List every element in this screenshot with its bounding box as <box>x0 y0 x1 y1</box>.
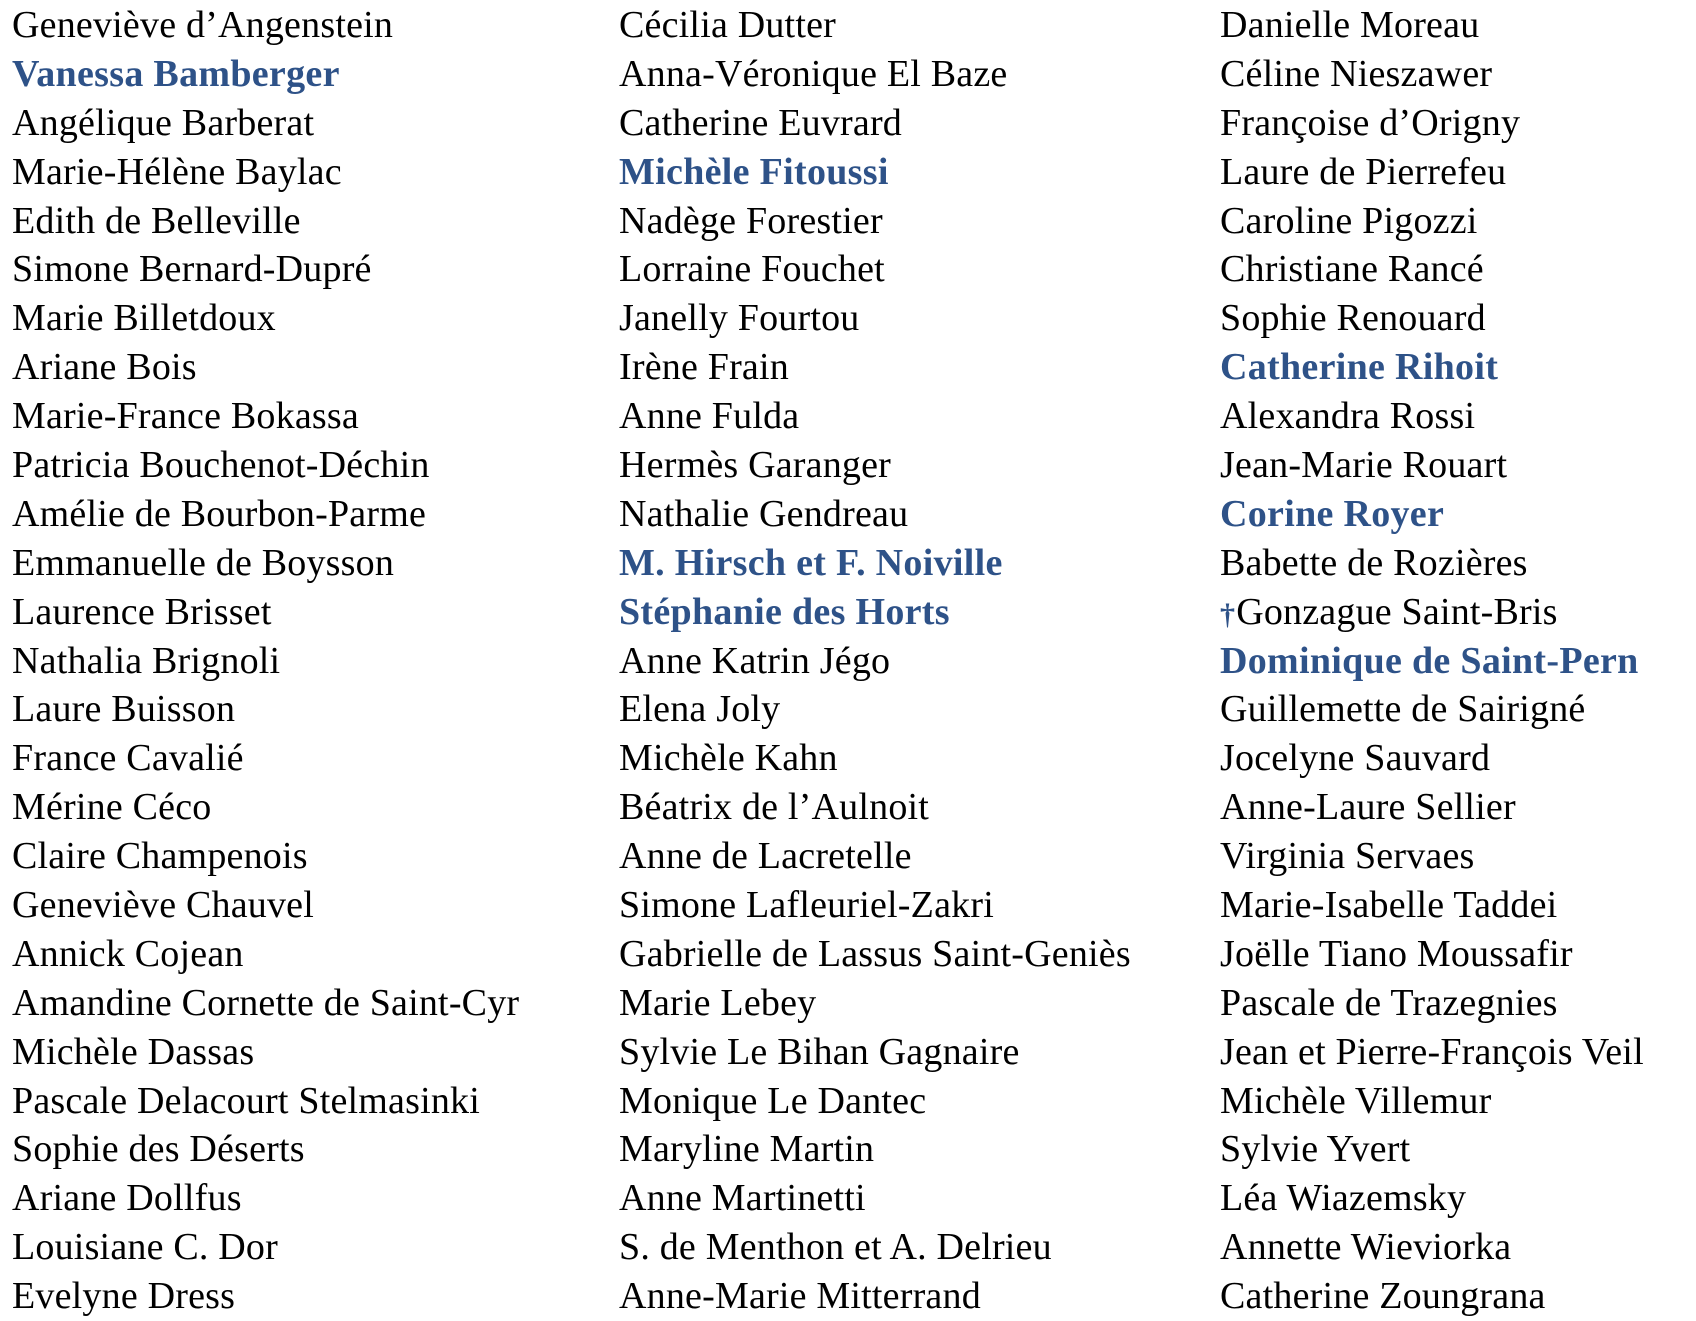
highlighted-author-name <box>619 539 1199 588</box>
author-name-text: S. de Menthon et A. Delrieu <box>619 1226 1052 1269</box>
author-name <box>1220 245 1694 294</box>
author-name <box>12 1028 612 1077</box>
author-column-3 <box>1220 1 1694 1321</box>
author-name-text: Jean et Pierre-François Veil <box>1220 1030 1644 1073</box>
author-name <box>1220 441 1694 490</box>
author-name <box>619 930 1199 979</box>
author-name <box>1220 783 1694 832</box>
highlighted-author-name <box>1220 637 1694 686</box>
author-name-text: Lorraine Fouchet <box>619 248 885 291</box>
author-name-text: Vanessa Bamberger <box>12 52 340 95</box>
author-name-text: Anne de Lacretelle <box>619 835 912 878</box>
author-name-text: Angélique Barberat <box>12 101 315 144</box>
author-name-text: Sylvie Le Bihan Gagnaire <box>619 1030 1020 1073</box>
author-name-text: Edith de Belleville <box>12 199 301 242</box>
author-name <box>1220 1028 1694 1077</box>
author-name <box>1220 539 1694 588</box>
author-name-text: Caroline Pigozzi <box>1220 199 1478 242</box>
author-name-text: Sylvie Yvert <box>1220 1128 1411 1171</box>
author-name-text: Anne Martinetti <box>619 1177 866 1220</box>
author-name <box>1220 881 1694 930</box>
author-name <box>619 783 1199 832</box>
author-name-text: Laurence Brisset <box>12 590 272 633</box>
author-name <box>12 245 612 294</box>
author-name <box>619 881 1199 930</box>
author-name <box>1220 1174 1694 1223</box>
author-name <box>619 1174 1199 1223</box>
author-name <box>619 99 1199 148</box>
author-name <box>619 637 1199 686</box>
author-name <box>1220 930 1694 979</box>
author-name <box>1220 734 1694 783</box>
author-name-text: Geneviève d’Angenstein <box>12 4 394 46</box>
author-name <box>619 441 1199 490</box>
author-name-text: Cécilia Dutter <box>619 4 836 46</box>
author-name <box>1220 99 1694 148</box>
author-name-text: France Cavalié <box>12 737 244 780</box>
author-name-text: Michèle Dassas <box>12 1030 255 1073</box>
author-name-text: Marie Lebey <box>619 981 817 1024</box>
author-name <box>1220 294 1694 343</box>
author-name-text: Jean-Marie Rouart <box>1220 444 1508 487</box>
author-name <box>1220 197 1694 246</box>
author-name-text: Hermès Garanger <box>619 444 892 487</box>
author-name-text: Annette Wieviorka <box>1220 1226 1512 1269</box>
author-name-text: Anne-Laure Sellier <box>1220 786 1516 829</box>
author-name-text: Béatrix de l’Aulnoit <box>619 786 930 829</box>
highlighted-author-name <box>1220 343 1694 392</box>
author-name-text: Léa Wiazemsky <box>1220 1177 1467 1220</box>
author-name <box>12 832 612 881</box>
author-name <box>619 197 1199 246</box>
author-column-2 <box>619 1 1199 1321</box>
author-name-text: Ariane Dollfus <box>12 1177 242 1220</box>
author-name <box>12 441 612 490</box>
author-name-text: Laure de Pierrefeu <box>1220 150 1507 193</box>
author-name-text: Pascale Delacourt Stelmasinki <box>12 1079 480 1122</box>
highlighted-author-name <box>619 148 1199 197</box>
author-name <box>12 392 612 441</box>
author-name-text: Marie-Hélène Baylac <box>12 150 342 193</box>
author-name <box>12 588 612 637</box>
author-name-text: Maryline Martin <box>619 1128 875 1171</box>
author-name <box>12 734 612 783</box>
author-name-text: Catherine Rihoit <box>1220 346 1499 389</box>
author-name-text: Catherine Euvrard <box>619 101 903 144</box>
author-name <box>1220 588 1694 637</box>
author-name-text: Anne Katrin Jégo <box>619 639 891 682</box>
author-name <box>619 1223 1199 1272</box>
author-name-text: Christiane Rancé <box>1220 248 1484 291</box>
author-name-text: Amandine Cornette de Saint-Cyr <box>12 981 520 1024</box>
author-name-text: Anna-Véronique El Baze <box>619 52 1008 95</box>
author-name-text: Joëlle Tiano Moussafir <box>1220 932 1573 975</box>
author-name <box>619 1028 1199 1077</box>
author-name <box>12 1077 612 1126</box>
author-name <box>1220 1272 1694 1321</box>
author-name-text: Claire Champenois <box>12 835 308 878</box>
author-name-text: Michèle Villemur <box>1220 1079 1492 1122</box>
author-name <box>1220 1223 1694 1272</box>
author-name-text: Guillemette de Sairigné <box>1220 688 1586 731</box>
dagger-icon: † <box>1220 597 1236 631</box>
author-name-text: M. Hirsch et F. Noiville <box>619 541 1003 584</box>
author-name <box>12 490 612 539</box>
author-name <box>12 343 612 392</box>
author-name <box>619 979 1199 1028</box>
author-name <box>1220 392 1694 441</box>
author-name <box>12 685 612 734</box>
author-name <box>1220 1 1694 50</box>
author-name-text: Virginia Servaes <box>1220 835 1475 878</box>
author-name-text: Anne-Marie Mitterrand <box>619 1275 981 1318</box>
author-name <box>619 1 1199 50</box>
author-name <box>12 294 612 343</box>
author-name-text: Annick Cojean <box>12 932 244 975</box>
author-name-text: Amélie de Bourbon-Parme <box>12 492 427 535</box>
author-name-text: Monique Le Dantec <box>619 1079 927 1122</box>
author-name-text: Evelyne Dress <box>12 1275 236 1318</box>
author-name-text: Dominique de Saint-Pern <box>1220 639 1639 682</box>
author-name <box>12 637 612 686</box>
author-name-text: Catherine Zoungrana <box>1220 1275 1546 1318</box>
author-name-text: Mérine Céco <box>12 786 212 829</box>
author-name <box>12 783 612 832</box>
author-name-text: Laure Buisson <box>12 688 236 731</box>
author-name <box>12 1272 612 1321</box>
author-name-text: Simone Bernard-Dupré <box>12 248 372 291</box>
author-name <box>619 50 1199 99</box>
author-name <box>12 1 612 50</box>
author-name-text: Gonzague Saint-Bris <box>1236 590 1558 633</box>
author-name <box>12 1223 612 1272</box>
author-name <box>12 881 612 930</box>
author-name-text: Nathalia Brignoli <box>12 639 281 682</box>
author-name-text: Françoise d’Origny <box>1220 101 1521 144</box>
author-name <box>12 99 612 148</box>
author-name-text: Alexandra Rossi <box>1220 395 1476 438</box>
author-name-text: Babette de Rozières <box>1220 541 1528 584</box>
author-name <box>619 490 1199 539</box>
author-name-text: Marie-France Bokassa <box>12 395 359 438</box>
author-name-text: Nadège Forestier <box>619 199 883 242</box>
author-name-text: Marie Billetdoux <box>12 297 276 340</box>
author-name-text: Michèle Fitoussi <box>619 150 889 193</box>
author-name-text: Ariane Bois <box>12 346 197 389</box>
author-name-text: Patricia Bouchenot-Déchin <box>12 444 430 487</box>
author-name-text: Michèle Kahn <box>619 737 838 780</box>
author-name <box>12 930 612 979</box>
author-name-text: Geneviève Chauvel <box>12 884 315 927</box>
author-name-text: Pascale de Trazegnies <box>1220 981 1558 1024</box>
author-name <box>619 832 1199 881</box>
author-name <box>1220 1077 1694 1126</box>
author-name <box>619 1272 1199 1321</box>
author-name-text: Elena Joly <box>619 688 781 731</box>
author-name-text: Janelly Fourtou <box>619 297 860 340</box>
author-name-text: Sophie Renouard <box>1220 297 1486 340</box>
author-name <box>619 294 1199 343</box>
author-name-text: Simone Lafleuriel-Zakri <box>619 884 994 927</box>
author-name-text: Corine Royer <box>1220 492 1445 535</box>
author-name-text: Louisiane C. Dor <box>12 1226 278 1269</box>
author-name-text: Irène Frain <box>619 346 789 389</box>
author-name-text: Stéphanie des Horts <box>619 590 950 633</box>
author-name <box>12 1174 612 1223</box>
highlighted-author-name <box>12 50 612 99</box>
author-name <box>12 148 612 197</box>
highlighted-author-name <box>619 588 1199 637</box>
author-name-text: Emmanuelle de Boysson <box>12 541 395 584</box>
author-name <box>619 1125 1199 1174</box>
author-name <box>619 685 1199 734</box>
author-name <box>1220 148 1694 197</box>
author-name <box>1220 1125 1694 1174</box>
author-name-text: Nathalie Gendreau <box>619 492 909 535</box>
author-name <box>619 343 1199 392</box>
author-name <box>619 392 1199 441</box>
author-name <box>12 539 612 588</box>
author-name-text: Sophie des Déserts <box>12 1128 305 1171</box>
author-name-text: Danielle Moreau <box>1220 4 1480 46</box>
author-name-text: Gabrielle de Lassus Saint-Geniès <box>619 932 1131 975</box>
author-name <box>619 734 1199 783</box>
author-name-text: Marie-Isabelle Taddei <box>1220 884 1558 927</box>
author-name <box>619 245 1199 294</box>
author-name <box>12 1125 612 1174</box>
author-name-text: Anne Fulda <box>619 395 800 438</box>
author-name-text: Céline Nieszawer <box>1220 52 1493 95</box>
author-name <box>1220 685 1694 734</box>
author-name <box>12 197 612 246</box>
author-name <box>1220 50 1694 99</box>
highlighted-author-name <box>1220 490 1694 539</box>
author-name <box>12 979 612 1028</box>
author-name <box>619 1077 1199 1126</box>
author-name <box>1220 979 1694 1028</box>
author-column-1 <box>12 1 612 1321</box>
author-name <box>1220 832 1694 881</box>
author-name-text: Jocelyne Sauvard <box>1220 737 1491 780</box>
